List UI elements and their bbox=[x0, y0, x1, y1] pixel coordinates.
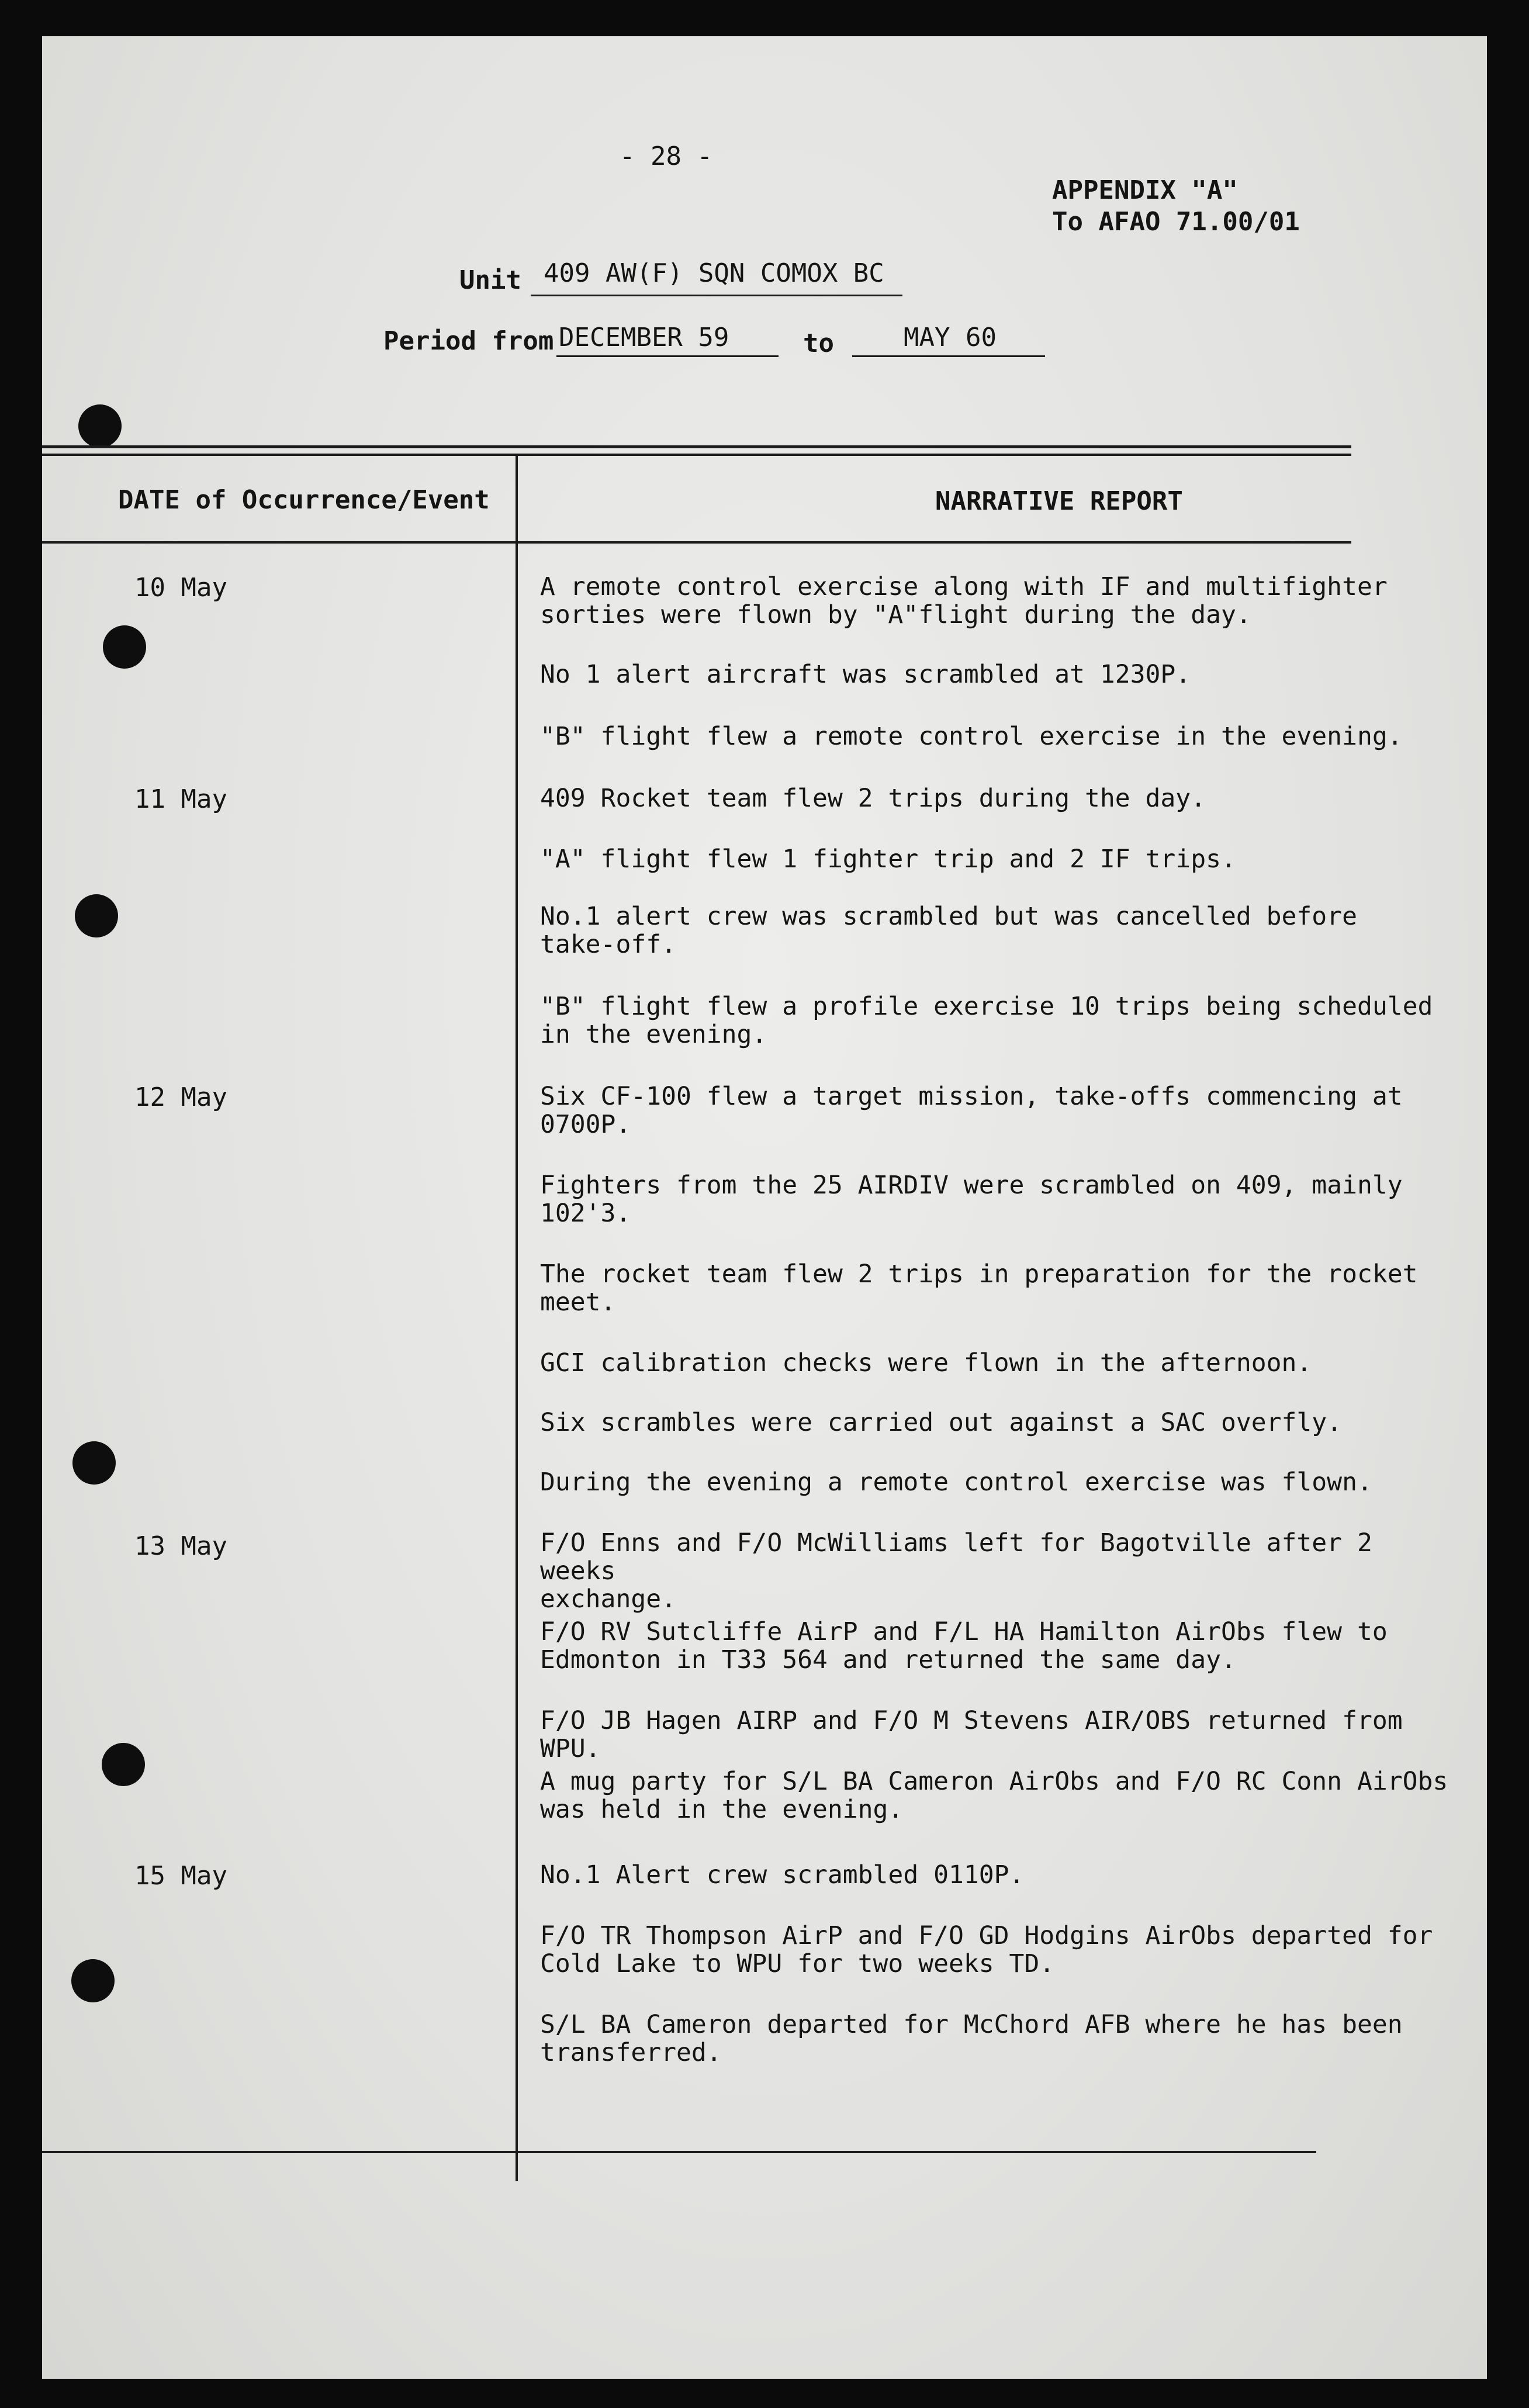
narrative-paragraph: Fighters from the 25 AIRDIV were scrambled on 409, mainly 102'3. bbox=[540, 1171, 1403, 1228]
punch-hole bbox=[78, 404, 122, 448]
page-number: - 28 - bbox=[620, 141, 712, 171]
period-from-underline bbox=[556, 355, 779, 357]
narrative-paragraph: A remote control exercise along with IF and multifighter sorties were flown by "A"flight during the day. bbox=[540, 572, 1388, 629]
entry-date: 11 May bbox=[134, 784, 227, 814]
punch-hole bbox=[102, 1743, 145, 1786]
entry-date: 12 May bbox=[134, 1082, 227, 1112]
narrative-paragraph: F/O TR Thompson AirP and F/O GD Hodgins AirObs departed for Cold Lake to WPU for two weeks TD. bbox=[540, 1921, 1433, 1978]
narrative-paragraph: "B" flight flew a remote control exercise in the evening. bbox=[540, 722, 1403, 751]
entry-date: 15 May bbox=[134, 1861, 227, 1891]
narrative-paragraph: No.1 alert crew was scrambled but was cancelled before take-off. bbox=[540, 902, 1357, 959]
unit-value: 409 AW(F) SQN COMOX BC bbox=[544, 258, 884, 288]
punch-hole bbox=[103, 625, 146, 669]
narrative-paragraph: Six CF-100 flew a target mission, take-offs commencing at 0700P. bbox=[540, 1082, 1403, 1139]
punch-hole bbox=[71, 1959, 115, 2002]
narrative-paragraph: F/O RV Sutcliffe AirP and F/L HA Hamilton AirObs flew to Edmonton in T33 564 and returned the same day. bbox=[540, 1617, 1388, 1674]
date-column-header: DATE of Occurrence/Event bbox=[118, 485, 490, 515]
punch-hole bbox=[72, 1441, 116, 1485]
period-to-label: to bbox=[803, 328, 834, 358]
column-divider bbox=[516, 456, 518, 2181]
period-to-value: MAY 60 bbox=[904, 323, 997, 352]
unit-label: Unit bbox=[459, 265, 521, 295]
narrative-paragraph: Six scrambles were carried out against a SAC overfly. bbox=[540, 1408, 1343, 1437]
narrative-paragraph: GCI calibration checks were flown in the afternoon. bbox=[540, 1348, 1312, 1378]
narrative-paragraph: "A" flight flew 1 fighter trip and 2 IF trips. bbox=[540, 845, 1236, 874]
narrative-paragraph: During the evening a remote control exercise was flown. bbox=[540, 1468, 1372, 1497]
narrative-column-header: NARRATIVE REPORT bbox=[935, 486, 1183, 516]
narrative-paragraph: No 1 alert aircraft was scrambled at 1230P. bbox=[540, 660, 1191, 689]
narrative-paragraph: F/O Enns and F/O McWilliams left for Bagotville after 2 weeks exchange. bbox=[540, 1528, 1372, 1614]
period-from-label: Period from bbox=[383, 326, 554, 356]
appendix-reference: To AFAO 71.00/01 bbox=[1052, 207, 1300, 237]
appendix-label: APPENDIX "A" bbox=[1052, 175, 1238, 205]
period-to-underline bbox=[852, 355, 1045, 357]
narrative-paragraph: "B" flight flew a profile exercise 10 trips being scheduled in the evening. bbox=[540, 992, 1433, 1049]
narrative-paragraph: No.1 Alert crew scrambled 0110P. bbox=[540, 1860, 1025, 1890]
narrative-paragraph: F/O JB Hagen AIRP and F/O M Stevens AIR/OBS returned from WPU. bbox=[540, 1706, 1418, 1763]
narrative-paragraph: 409 Rocket team flew 2 trips during the day. bbox=[540, 784, 1206, 813]
document-page bbox=[42, 36, 1487, 2379]
narrative-paragraph: The rocket team flew 2 trips in preparation for the rocket meet. bbox=[540, 1260, 1418, 1317]
narrative-paragraph: A mug party for S/L BA Cameron AirObs and F/O RC Conn AirObs was held in the evening. bbox=[540, 1767, 1448, 1824]
period-from-value: DECEMBER 59 bbox=[559, 323, 729, 352]
entry-date: 10 May bbox=[134, 573, 227, 603]
header-bottom-rule bbox=[42, 541, 1351, 544]
table-top-rule-inner bbox=[42, 454, 1351, 456]
entry-date: 13 May bbox=[134, 1531, 227, 1561]
table-top-rule bbox=[42, 445, 1351, 448]
punch-hole bbox=[75, 894, 118, 937]
narrative-paragraph: S/L BA Cameron departed for McChord AFB where he has been transferred. bbox=[540, 2010, 1403, 2067]
unit-underline bbox=[531, 295, 902, 296]
table-bottom-rule bbox=[42, 2151, 1316, 2153]
